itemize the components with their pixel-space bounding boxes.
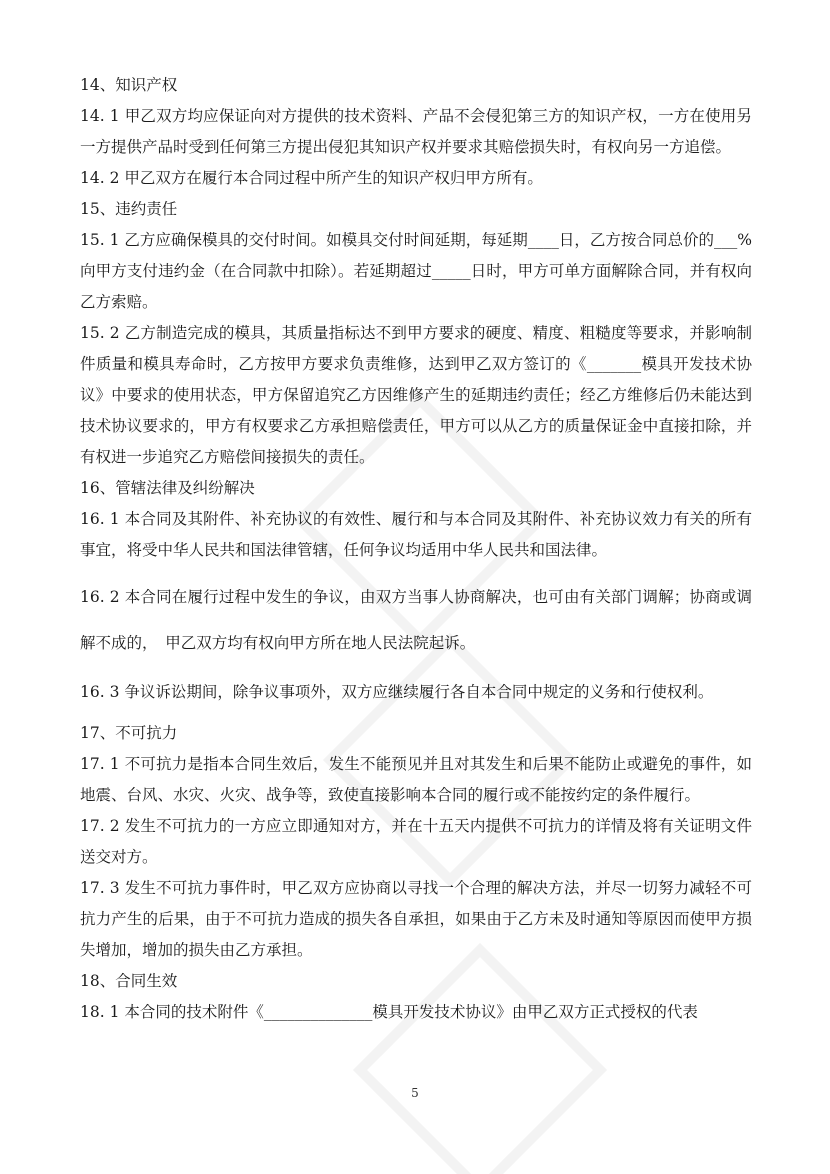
section-heading-17: 17、不可抗力 bbox=[80, 724, 178, 742]
clause-14-1: 14. 1 甲乙双方均应保证向对方提供的技术资料、产品不会侵犯第三方的知识产权，一方在使用另一方提供产品时受到任何第三方提出侵犯其知识产权并要求其赔偿损失时，有权向另一方追偿。 bbox=[80, 107, 752, 156]
clause-18-1: 18. 1 本合同的技术附件《______________模具开发技术协议》由甲乙双方正式授权的代表 bbox=[80, 1003, 698, 1021]
clause-15-1: 15. 1 乙方应确保模具的交付时间。如模具交付时间延期，每延期____日，乙方按合同总价的___%向甲方支付违约金（在合同款中扣除）。若延期超过_____日时，甲方可单方面解除合同，并有权向乙方索赔。 bbox=[80, 231, 752, 311]
clause-17-3: 17. 3 发生不可抗力事件时，甲乙双方应协商以寻找一个合理的解决方法，并尽一切努力减轻不可抗力产生的后果，由于不可抗力造成的损失各自承担，如果由于乙方未及时通知等原因而使甲方损失增加，增加的损失由乙方承担。 bbox=[80, 879, 752, 959]
section-heading-14: 14、知识产权 bbox=[80, 76, 178, 94]
clause-16-1: 16. 1 本合同及其附件、补充协议的有效性、履行和与本合同及其附件、补充协议效力有关的所有事宜，将受中华人民共和国法律管辖，任何争议均适用中华人民共和国法律。 bbox=[80, 510, 752, 559]
clause-17-1: 17. 1 不可抗力是指本合同生效后，发生不能预见并且对其发生和后果不能防止或避免的事件，如地震、台风、水灾、火灾、战争等，致使直接影响本合同的履行或不能按约定的条件履行。 bbox=[80, 755, 752, 804]
section-heading-15: 15、违约责任 bbox=[80, 200, 178, 218]
section-heading-16: 16、管辖法律及纠纷解决 bbox=[80, 479, 255, 497]
section-heading-18: 18、合同生效 bbox=[80, 972, 178, 990]
clause-16-2: 16. 2 本合同在履行过程中发生的争议，由双方当事人协商解决，也可由有关部门调解；协商或调解不成的， 甲乙双方均有权向甲方所在地人民法院起诉。 bbox=[80, 588, 752, 652]
clause-15-2: 15. 2 乙方制造完成的模具，其质量指标达不到甲方要求的硬度、精度、粗糙度等要求，并影响制件质量和模具寿命时，乙方按甲方要求负责维修，达到甲乙双方签订的《_______模具开发技术协议》中要求的使用状态，甲方保留追究乙方因维修产生的延期违约责任；经乙方维修后仍未能达到技术协议要求的，甲方有权要求乙方承担赔偿责任，甲方可以从乙方的质量保证金中直接扣除，并有权进一步追究乙方赔偿间接损失的责任。 bbox=[80, 324, 752, 466]
clause-16-3: 16. 3 争议诉讼期间，除争议事项外，双方应继续履行各自本合同中规定的义务和行使权利。 bbox=[80, 683, 714, 701]
clause-17-2: 17. 2 发生不可抗力的一方应立即通知对方，并在十五天内提供不可抗力的详情及将有关证明文件送交对方。 bbox=[80, 817, 752, 866]
document-body bbox=[80, 70, 752, 1028]
clause-14-2: 14. 2 甲乙双方在履行本合同过程中所产生的知识产权归甲方所有。 bbox=[80, 169, 543, 187]
page-number: 5 bbox=[411, 1086, 419, 1100]
